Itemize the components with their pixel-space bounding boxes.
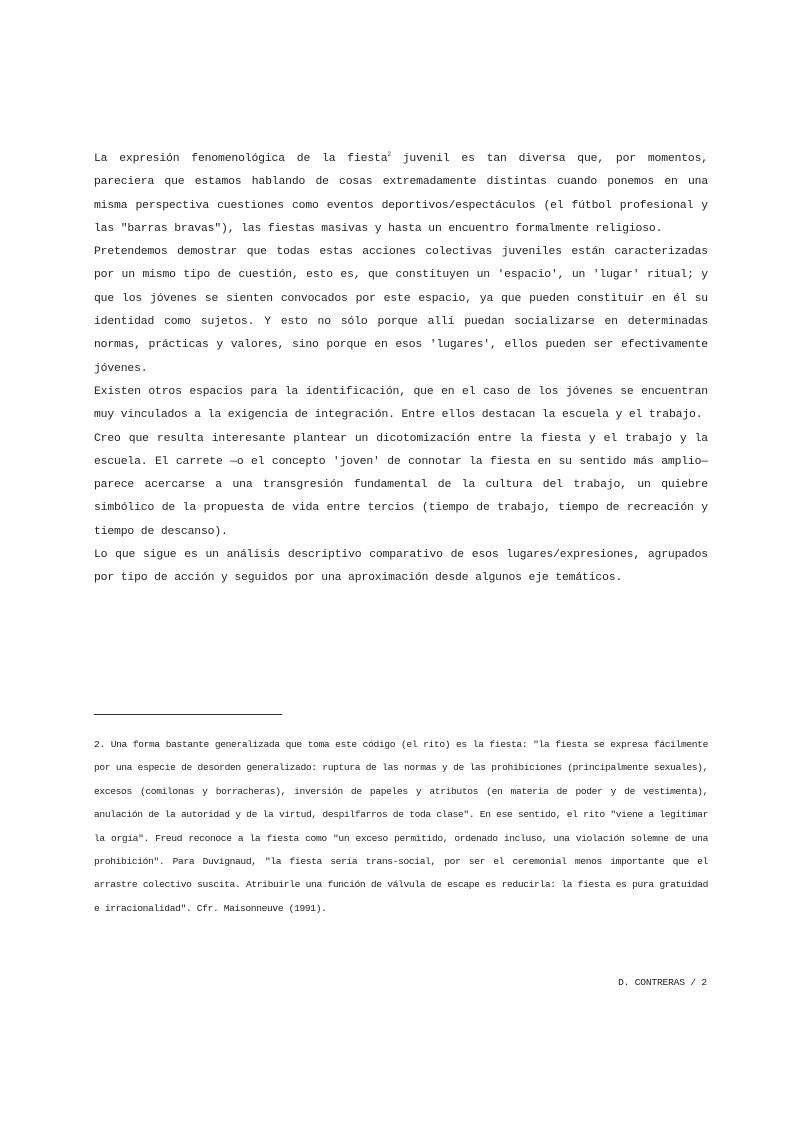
main-body-text (94, 148, 708, 591)
page-footer: D. CONTRERAS / 2 (618, 977, 707, 988)
footnote-divider (94, 714, 282, 715)
paragraph-1-start: La expresión fenomenológica de la fiesta (94, 153, 388, 165)
paragraph-4: Creo que resulta interesante plantear un dicotomización entre la fiesta y el trabajo y la escuela. El carrete —o el concepto 'joven' de connotar la fiesta en su sentido más amplio— parece acercarse a una transgresión fundamental de la cultura del trabajo, un quiebre simbólico de la propuesta de vida entre tercios (tiempo de trabajo, tiempo de recreación y tiempo de descanso). (94, 432, 708, 538)
paragraph-5: Lo que sigue es un análisis descriptivo comparativo de esos lugares/expresiones, agrupados por tipo de acción y seguidos por una aproximación desde algunos eje temáticos. (94, 549, 708, 585)
paragraph-1-rest: juvenil es tan diversa que, por momentos, pareciera que estamos hablando de cosas extremadamente distintas cuando ponemos en una misma perspectiva cuestiones como eventos deportivos/espectáculos (el fútbol profesional y las "barras bravas"), las fiestas masivas y hasta un encuentro formalmente religioso. (94, 153, 708, 235)
paragraph-3: Existen otros espacios para la identificación, que en el caso de los jóvenes se encuentran muy vinculados a la exigencia de integración. Entre ellos destacan la escuela y el trabajo. (94, 385, 708, 422)
footnote-2: 2. Una forma bastante generalizada que toma este código (el rito) es la fiesta: "la fiesta se expresa fácilmente por una especie de desorden generalizado: ruptura de las normas y de las prohibiciones (principalmente sexuales), excesos (comilonas y borracheras), inversión de papeles y atributos (en materia de poder y de vestimenta), anulación de la autoridad y de la virtud, despilfarros de toda clase". En ese sentido, el rito "viene a legitimar la orgía". Freud reconoce a la fiesta como "un exceso permitido, ordenado incluso, una violación solemne de una prohibición". Para Duvignaud, "la fiesta sería trans-social, por ser el ceremonial menos importante que el arrastre colectivo suscita. Atribuirle una función de válvula de escape es reducirla: la fiesta es pura gratuidad e irracionalidad". Cfr. Maisonneuve (1991). (94, 739, 708, 914)
paragraph-2: Pretendemos demostrar que todas estas acciones colectivas juveniles están caracterizadas por un mismo tipo de cuestión, esto es, que constituyen un 'espacio', un 'lugar' ritual; y que los jóvenes se sienten convocados por este espacio, ya que pueden constituir en él su identidad como sujetos. Y esto no sólo porque allí puedan socializarse en determinadas normas, prácticas y valores, sino porque en esos 'lugares', ellos pueden ser efectivamente jóvenes. (94, 246, 708, 375)
paragraph-1 (94, 148, 708, 241)
footnote-reference: 2 (387, 151, 391, 159)
